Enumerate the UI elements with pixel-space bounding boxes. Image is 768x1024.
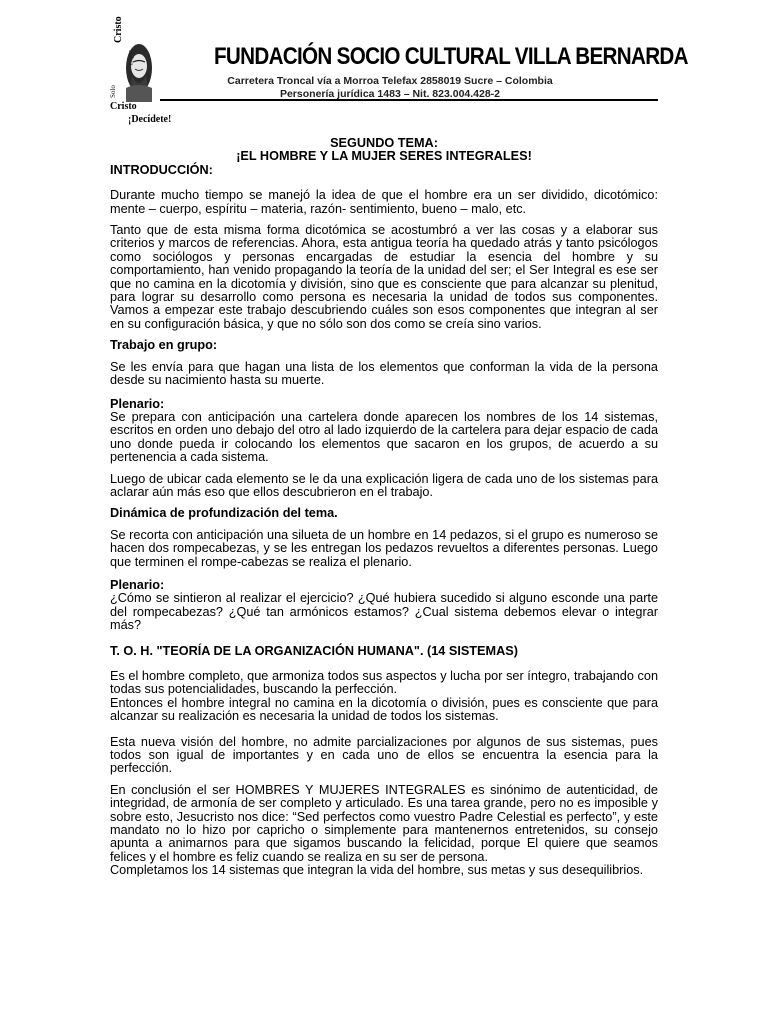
document-body	[110, 137, 658, 878]
svg-text:Salva: Salva	[127, 50, 135, 66]
organization-address: Carretera Troncal vía a Morroa Telefax 2858019 Sucre – Colombia	[227, 75, 553, 87]
paragraph: Completamos los 14 sistemas que integran la vida del hombre, sus metas y sus desequilibrios.	[110, 863, 644, 878]
slogan-line-1: Cristo	[110, 101, 137, 112]
section-heading: INTRODUCCIÓN:	[110, 162, 213, 177]
paragraph: Esta nueva visión del hombre, no admite parcializaciones por algunos de sus sistemas, pues todos son igual de importantes y en cada uno de ellos se encuentra la esencia para la perfección.	[110, 734, 658, 776]
document-title: ¡EL HOMBRE Y LA MUJER SERES INTEGRALES!	[236, 149, 532, 164]
section-heading: Plenario:	[110, 396, 165, 411]
paragraph: Se les envía para que hagan una lista de los elementos que conforman la vida de la persona desde su nacimiento hasta su muerte.	[110, 359, 658, 388]
paragraph: En conclusión el ser HOMBRES Y MUJERES INTEGRALES es sinónimo de autenticidad, de integridad, de armonía de ser completo y articulado. Es una tarea grande, pero no es imposible y sobre esto, Jesucristo nos dice: “Sed perfectos como vuestro Padre Celestial es perfecto”, y este mandato no lo hizo por capricho o simplemente para mantenernos entretenidos, su consejo apunta a animarnos para que sigamos buscando la felicidad, porque El quiere que seamos felices y el hombre es feliz cuando se realiza en su ser de persona.	[110, 782, 658, 864]
slogan-line-2: ¡Decídete!	[128, 114, 172, 125]
paragraph: Durante mucho tiempo se manejó la idea de que el hombre era un ser dividido, dicotómico: mente – cuerpo, espíritu – materia, razón- sentimiento, bueno – malo, etc.	[110, 188, 658, 216]
paragraph: Es el hombre completo, que armoniza todos sus aspectos y lucha por ser íntegro, trabajando con todas sus potencialidades, buscando la perfección.	[110, 669, 658, 697]
header-divider	[160, 99, 658, 101]
section-heading: Trabajo en grupo:	[110, 338, 218, 353]
svg-text:Solo: Solo	[109, 85, 117, 98]
organization-name: FUNDACIÓN SOCIO CULTURAL VILLA BERNARDA	[214, 43, 688, 70]
topic-label: SEGUNDO TEMA:	[330, 136, 438, 150]
christ-portrait-logo	[108, 36, 156, 102]
paragraph: ¿Cómo se sintieron al realizar el ejercicio? ¿Qué hubiera sucedido si alguno esconde una parte del rompecabezas? ¿Qué tan armónicos estamos? ¿Cual sistema debemos elevar o integrar más?	[110, 591, 658, 633]
paragraph: Entonces el hombre integral no camina en la dicotomía o división, pues es consciente que para alcanzar su realización es necesaria la unidad de todos los sistemas.	[110, 695, 658, 724]
section-heading: Dinámica de profundización del tema.	[110, 506, 338, 521]
paragraph: Se recorta con anticipación una silueta de un hombre en 14 pedazos, si el grupo es numeroso se hacen dos rompecabezas, y se les entregan los pedazos revueltos a diferentes personas. Luego que terminen el rompe-cabezas se realiza el plenario.	[110, 527, 658, 569]
section-heading: Plenario:	[110, 577, 165, 592]
logo-caption: Cristo	[113, 16, 124, 43]
paragraph: Luego de ubicar cada elemento se le da una explicación ligera de cada uno de los sistemas para aclarar aún más eso que ellos descubrieron en el trabajo.	[110, 471, 658, 499]
paragraph: Tanto que de esta misma forma dicotómica se acostumbró a ver las cosas y a elaborar sus criterios y marcos de referencias. Ahora, esta antigua teoría ha quedado atrás y tanto psicólogos como sociólogos y personas encargadas de estudiar la esencia del hombre y su comportamiento, han venido propagando la teoría de la unidad del ser; el Ser Integral es ese ser que no camina en la dicotomía y división, sino que es consciente que para alcanzar su plenitud, para lograr su desarrollo como persona es necesaria la unidad de todos sus componentes. Vamos a empezar este trabajo descubriendo cuáles son esos componentes que integran al ser en su configuración básica, y que no sólo son dos como se creía sino varios.	[110, 223, 658, 331]
paragraph: Se prepara con anticipación una cartelera donde aparecen los nombres de los 14 sistemas, escritos en orden uno debajo del otro al lado izquierdo de la cartelera para dejar espacio de cada uno donde pueda ir colocando los elementos que sacaron en los grupos, de acuerdo a su pertenencia a cada sistema.	[110, 409, 658, 465]
section-heading: T. O. H. "TEORÍA DE LA ORGANIZACIÓN HUMANA". (14 SISTEMAS)	[110, 643, 518, 658]
organization-legal-id: Personería jurídica 1483 – Nit. 823.004.428-2	[279, 88, 501, 100]
